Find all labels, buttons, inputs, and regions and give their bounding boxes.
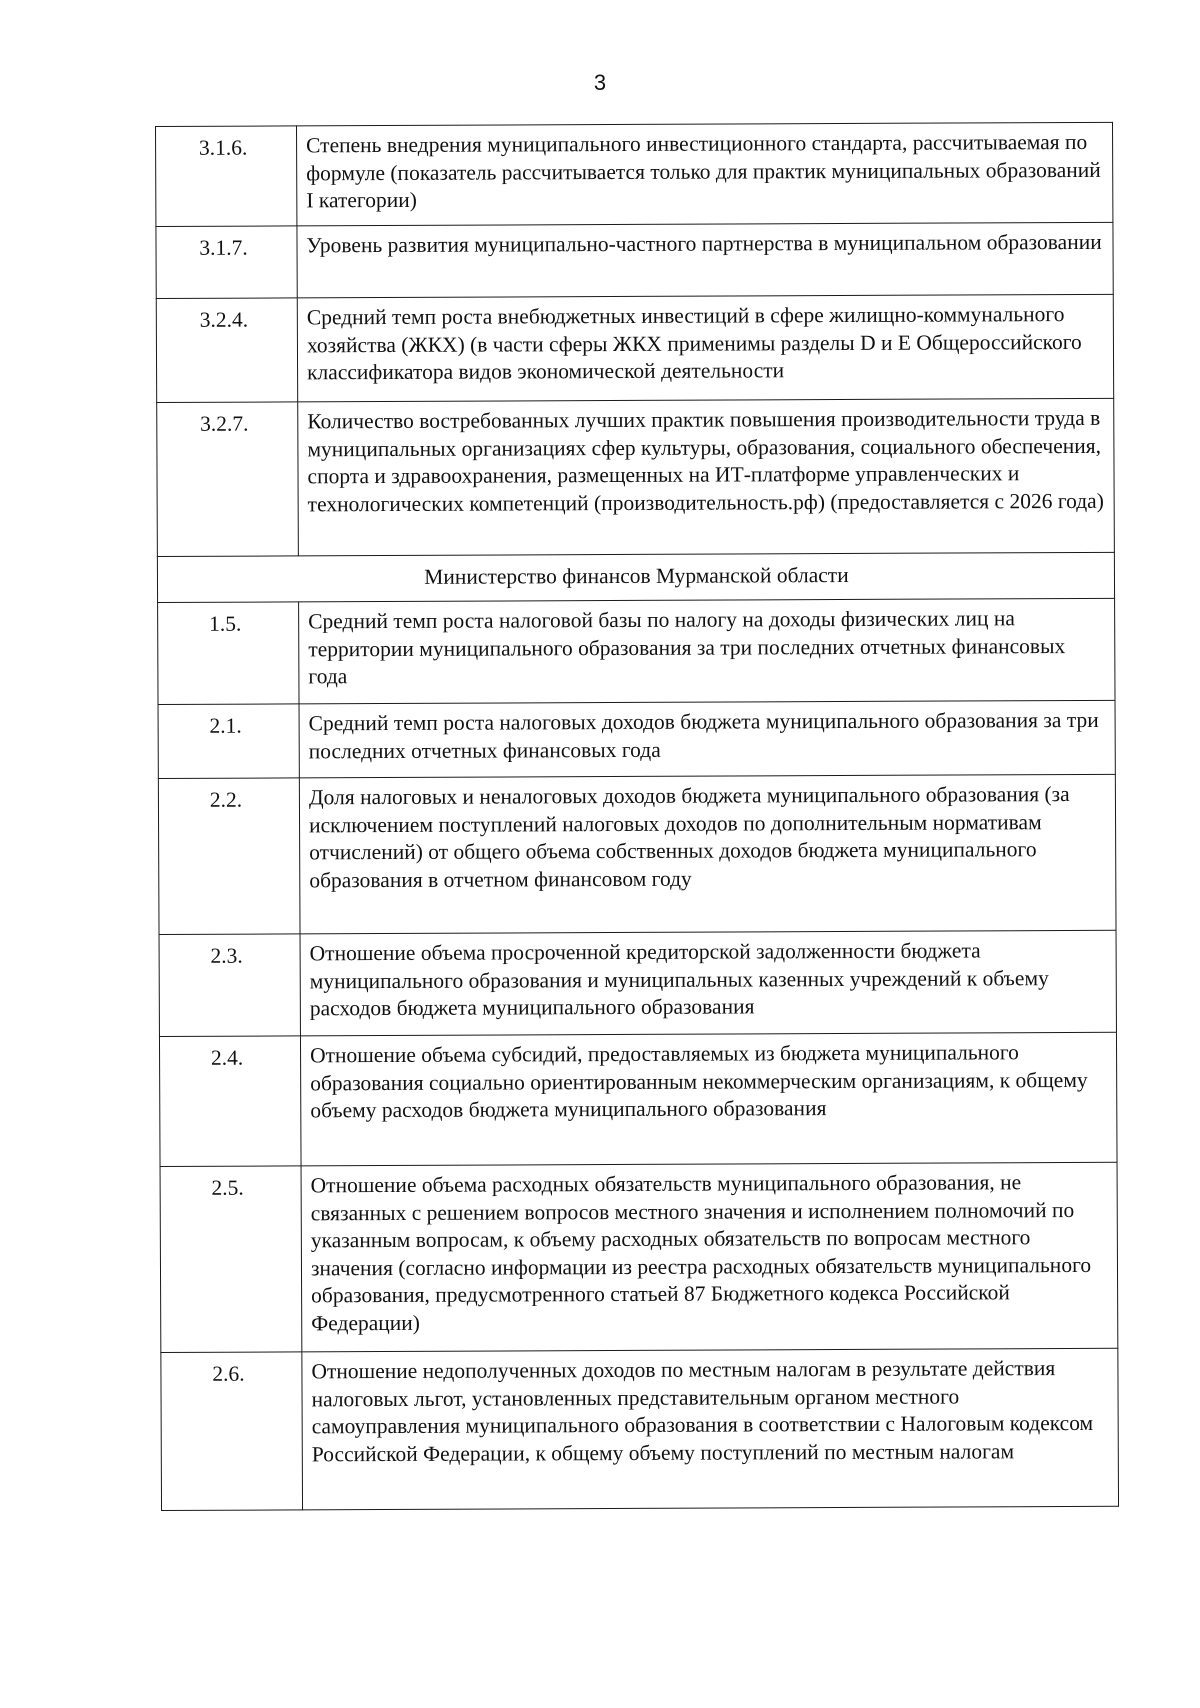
row-description: Количество востребованных лучших практик повышения производительности труда в муниципальных организациях сфер культуры, образования, социального обеспечения, спорта и здравоохранения, размещенных на ИТ-платформе управленческих и технологических компетенций (производительность.рф) (предоставляется с 2026 года) <box>298 398 1115 556</box>
row-description: Средний темп роста налоговой базы по налогу на доходы физических лиц на территории муниципального образования за три последних отчетных финансовых года <box>299 598 1115 704</box>
table-row <box>160 1162 1118 1352</box>
table-row <box>156 294 1113 402</box>
indicators-table <box>155 122 1119 1511</box>
row-number: 3.2.4. <box>156 298 297 403</box>
section-row <box>157 552 1114 602</box>
row-number: 3.2.7. <box>157 402 299 557</box>
row-number: 3.1.6. <box>156 126 297 227</box>
row-number: 2.1. <box>158 704 299 779</box>
table-row <box>159 930 1116 1036</box>
row-description: Средний темп роста налоговых доходов бюджета муниципального образования за три последних отчетных финансовых года <box>299 700 1115 778</box>
table-row <box>158 774 1116 934</box>
row-number: 2.5. <box>160 1166 302 1353</box>
row-description: Отношение недополученных доходов по местным налогам в результате действия налоговых льгот, установленных представительным органом местного самоуправления муниципального образования в соответствии с Налоговым кодексом Российской Федерации, к общему объему поступлений по местным налогам <box>302 1348 1119 1510</box>
section-heading: Министерство финансов Мурманской области <box>157 552 1114 602</box>
row-description: Степень внедрения муниципального инвестиционного стандарта, рассчитываемая по формуле (показатель рассчитывается только для практик муниципальных образований I категории) <box>297 122 1113 226</box>
table-row <box>157 398 1115 556</box>
row-description: Отношение объема расходных обязательств муниципального образования, не связанных с решением вопросов местного значения и исполнением полномочий по указанным вопросам, к объему расходных обязательств по вопросам местного значения (согласно информации из реестра расходных обязательств муниципального образования, предусмотренного статьей 87 Бюджетного кодекса Российской Федерации) <box>301 1162 1118 1352</box>
row-number: 2.6. <box>161 1352 303 1511</box>
row-description: Отношение объема субсидий, предоставляемых из бюджета муниципального образования социально ориентированным некоммерческим организациям, к общему объему расходов бюджета муниципального образования <box>300 1032 1117 1166</box>
table-row <box>158 598 1115 704</box>
table-row <box>158 700 1115 778</box>
row-number: 3.1.7. <box>156 226 297 299</box>
row-number: 2.4. <box>159 1036 301 1167</box>
row-description: Доля налоговых и неналоговых доходов бюджета муниципального образования (за исключением поступлений налоговых доходов по дополнительным нормативам отчислений) от общего объема собственных доходов бюджета муниципального образования в отчетном финансовом году <box>299 774 1116 934</box>
table-row <box>159 1032 1117 1166</box>
page-number: 3 <box>593 70 607 95</box>
table-row <box>156 122 1113 226</box>
row-number: 2.3. <box>159 934 300 1037</box>
row-number: 2.2. <box>158 778 300 935</box>
row-description: Средний темп роста внебюджетных инвестиций в сфере жилищно-коммунального хозяйства (ЖКХ) (в части сферы ЖКХ применимы разделы D и E Общероссийского классификатора видов экономической деятельности <box>297 294 1113 402</box>
row-number: 1.5. <box>158 602 299 705</box>
row-description: Уровень развития муниципально-частного партнерства в муниципальном образовании <box>297 222 1113 298</box>
table-row <box>161 1348 1119 1510</box>
table-row <box>156 222 1113 298</box>
row-description: Отношение объема просроченной кредиторской задолженности бюджета муниципального образования и муниципальных казенных учреждений к объему расходов бюджета муниципального образования <box>300 930 1116 1036</box>
